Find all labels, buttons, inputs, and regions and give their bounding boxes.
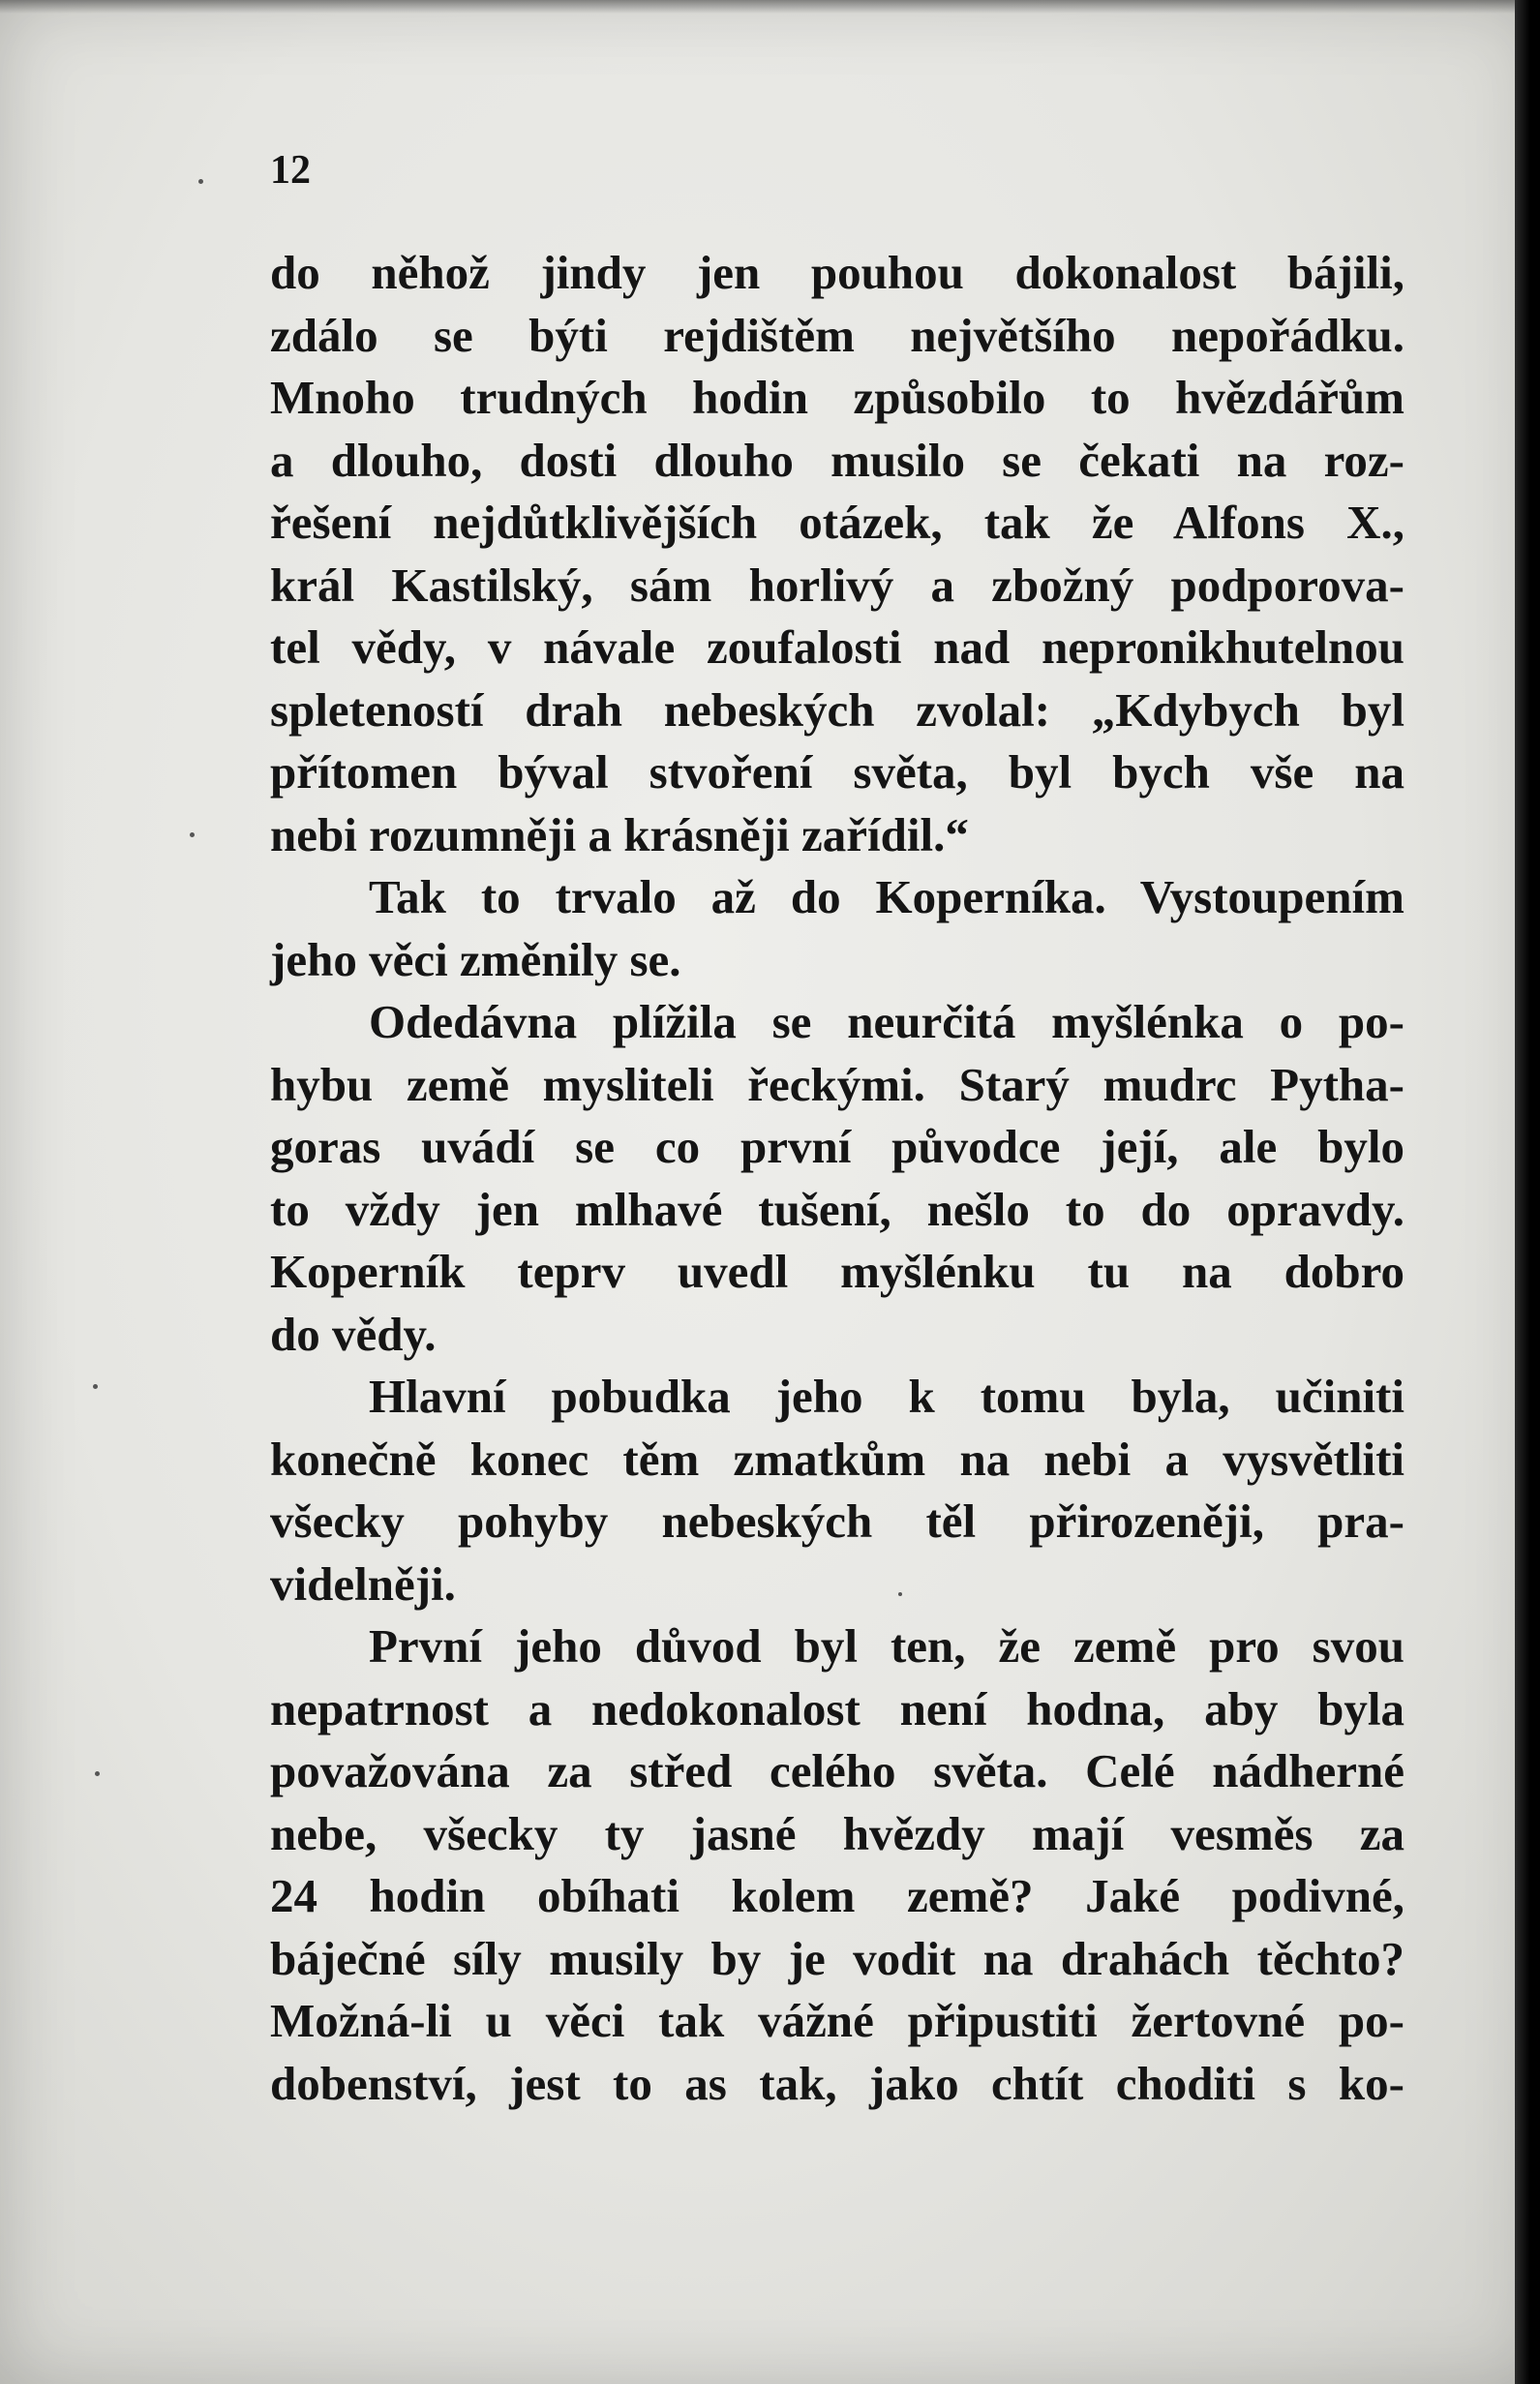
text-line: přítomen býval stvoření světa, byl bych vše na xyxy=(270,745,1404,799)
text-line: videlněji. xyxy=(270,1556,456,1611)
text-line: považována za střed celého světa. Celé nádherné xyxy=(270,1744,1404,1797)
text-line: zdálo se býti rejdištěm největšího nepořádku. xyxy=(270,308,1404,362)
paper-speck xyxy=(190,832,195,837)
text-line: Tak to trvalo až do Koperníka. Vystoupením xyxy=(369,870,1404,923)
text-line: spleteností drah nebeských zvolal: „Kdybych byl xyxy=(270,682,1404,737)
paper-speck xyxy=(93,1384,98,1389)
text-line: do vědy. xyxy=(270,1307,437,1361)
body-text xyxy=(270,242,1404,2115)
text-line: hybu země mysliteli řeckými. Starý mudrc Pytha- xyxy=(270,1057,1404,1111)
text-line: Koperník teprv uvedl myšlénku tu na dobro xyxy=(270,1245,1404,1298)
text-line: král Kastilský, sám horlivý a zbožný podporova- xyxy=(270,558,1404,612)
text-line: a dlouho, dosti dlouho musilo se čekati na roz- xyxy=(270,433,1404,487)
text-line: Mnoho trudných hodin způsobilo to hvězdářům xyxy=(270,371,1404,424)
text-line: dobenství, jest to as tak, jako chtít choditi s ko- xyxy=(270,2056,1404,2110)
text-line: Odedávna plížila se neurčitá myšlénka o po- xyxy=(369,995,1404,1048)
text-line: tel vědy, v návale zoufalosti nad nepronikhutelnou xyxy=(270,620,1404,674)
text-line: báječné síly musily by je vodit na drahách těchto? xyxy=(270,1931,1404,1985)
text-line: První jeho důvod byl ten, že země pro svou xyxy=(369,1619,1404,1673)
text-line: nebi rozumněji a krásněji zařídil.“ xyxy=(270,807,969,861)
text-line: do něhož jindy jen pouhou dokonalost bájili, xyxy=(270,246,1404,299)
text-line: to vždy jen mlhavé tušení, nešlo to do opravdy. xyxy=(270,1182,1404,1236)
paper-speck xyxy=(95,1771,100,1776)
page-number: 12 xyxy=(270,148,311,193)
page-top-shadow xyxy=(0,0,1540,14)
text-line: jeho věci změnily se. xyxy=(270,932,681,986)
page-right-edge xyxy=(1515,0,1540,2384)
text-line: konečně konec těm zmatkům na nebi a vysvětliti xyxy=(270,1432,1404,1486)
text-line: řešení nejdůtklivějších otázek, tak že Alfons X., xyxy=(270,496,1404,549)
text-line: všecky pohyby nebeských těl přirozeněji, pra- xyxy=(270,1494,1404,1548)
text-line: nebe, všecky ty jasné hvězdy mají vesměs za xyxy=(270,1806,1404,1860)
text-line: Možná-li u věci tak vážné připustiti žertovné po- xyxy=(270,1994,1404,2047)
text-line: 24 hodin obíhati kolem země? Jaké podivné, xyxy=(270,1869,1404,1922)
text-line: Hlavní pobudka jeho k tomu byla, učiniti xyxy=(369,1370,1404,1423)
paper-speck xyxy=(198,179,203,184)
text-line: goras uvádí se co první původce její, ale bylo xyxy=(270,1120,1404,1173)
text-line: nepatrnost a nedokonalost není hodna, aby byla xyxy=(270,1681,1404,1735)
